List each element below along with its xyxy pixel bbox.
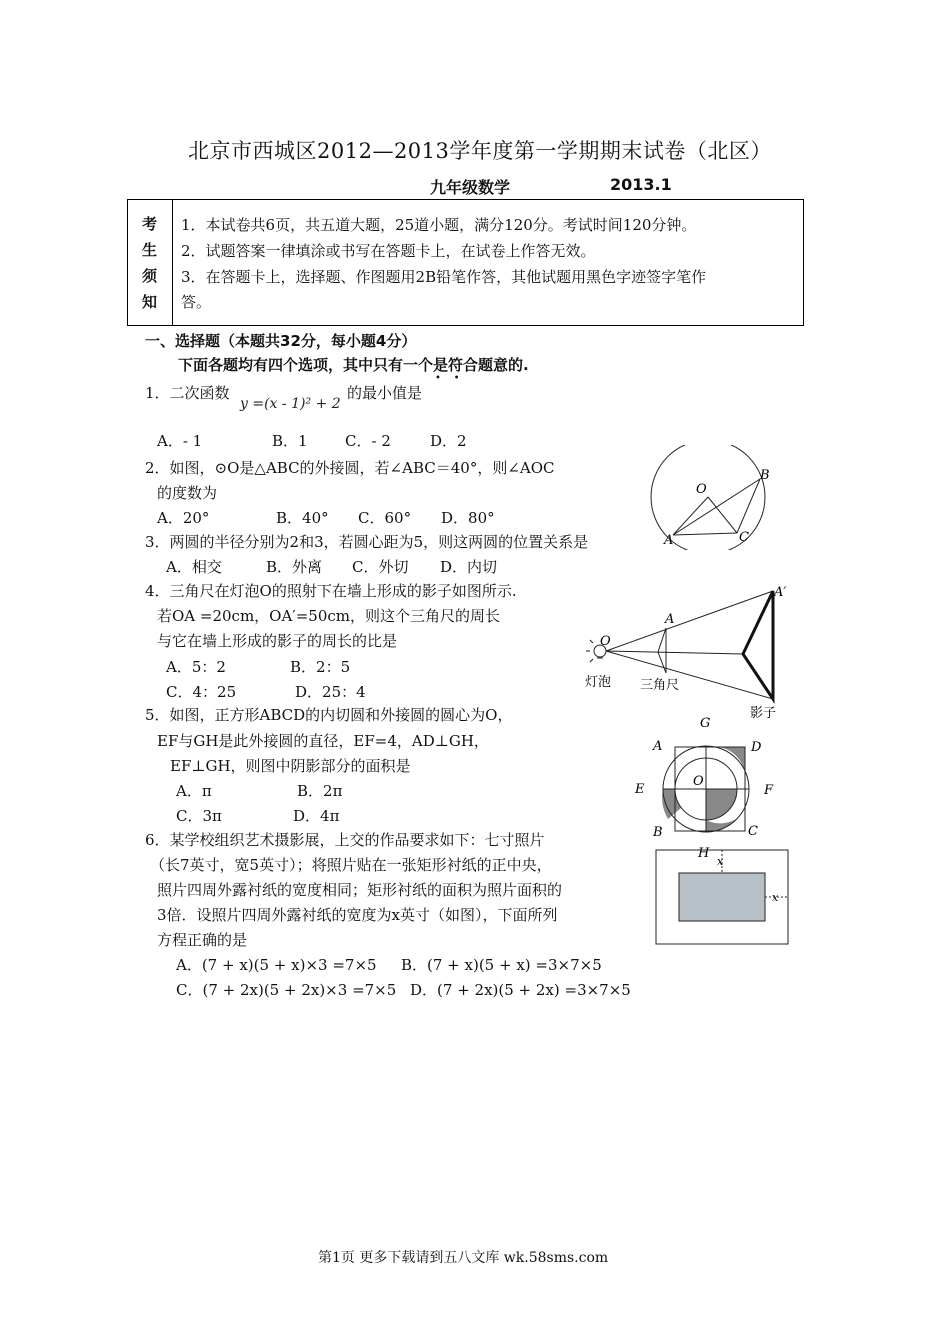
label-a: A <box>664 533 674 548</box>
notice-box <box>127 199 804 326</box>
q6-option-b: B．(7 + x)(5 + x) =3×7×5 <box>401 956 602 974</box>
label-c: C <box>739 530 749 545</box>
label-ruler: 三角尺 <box>640 678 680 693</box>
notice-label-column <box>128 200 173 325</box>
section-heading: 一、选择题（本题共32分，每小题4分） <box>145 332 417 350</box>
subject-label: 九年级数学 <box>430 178 511 197</box>
q2-option-b: B．40° <box>276 509 329 527</box>
q2-option-a: A．20° <box>157 509 210 527</box>
photo-rectangle <box>679 873 765 921</box>
q5-stem-line2: EF与GH是此外接圆的直径，EF=4，AD⊥GH， <box>157 732 489 750</box>
page-footer: 第1页 更多下载请到五八文库 wk.58sms.com <box>318 1250 609 1266</box>
figure-q2-circle <box>640 445 780 550</box>
notice-line: 2．试题答案一律填涂或书写在答题卡上，在试卷上作答无效。 <box>181 242 596 260</box>
q5-stem: 5．如图，正方形ABCD的内切圆和外接圆的圆心为O， <box>145 706 513 724</box>
q4-option-b: B．2：5 <box>290 658 351 676</box>
section-instruction: 下面各题均有四个选项，其中只有一个是符合题意的. <box>178 356 529 374</box>
notice-label-char: 考 <box>142 215 158 233</box>
label-a: A <box>653 739 663 754</box>
figure-q6-photo <box>652 848 792 946</box>
q3-option-c: C．外切 <box>352 558 409 576</box>
label-shadow: 影子 <box>750 706 777 721</box>
label-d: D <box>751 740 762 755</box>
label-o: O <box>600 634 611 649</box>
q4-stem-line2: 若OA =20cm，OA′=50cm，则这个三角尺的周长 <box>157 607 500 625</box>
q4-option-d: D．25：4 <box>295 683 366 701</box>
exam-title: 北京市西城区2012—2013学年度第一学期期末试卷（北区） <box>188 139 772 163</box>
emphasis-dots: • • <box>435 373 460 384</box>
q3-stem: 3．两圆的半径分别为2和3，若圆心距为5，则这两圆的位置关系是 <box>145 533 589 551</box>
notice-label-char: 须 <box>142 267 158 285</box>
q6-option-c: C．(7 + 2x)(5 + 2x)×3 =7×5 <box>176 981 397 999</box>
exam-date: 2013.1 <box>610 175 672 194</box>
q1-option-b: B．1 <box>272 432 308 450</box>
q2-option-d: D．80° <box>441 509 495 527</box>
label-h: H <box>698 846 710 861</box>
figure-q5-squares <box>632 712 782 862</box>
notice-line: 答。 <box>181 293 212 311</box>
label-c: C <box>748 824 758 839</box>
q4-stem: 4．三角尺在灯泡O的照射下在墙上形成的影子如图所示. <box>145 582 517 600</box>
notice-line: 3．在答题卡上，选择题、作图题用2B铅笔作答，其他试题用黑色字迹签字笔作 <box>181 268 707 286</box>
label-a-prime: A′ <box>774 585 787 600</box>
q4-stem-line3: 与它在墙上形成的影子的周长的比是 <box>157 632 398 650</box>
label-o: O <box>693 774 704 789</box>
q5-option-b: B．2π <box>297 782 343 800</box>
q1-stem: 1．二次函数 <box>145 384 230 402</box>
q6-option-d: D．(7 + 2x)(5 + 2x) =3×7×5 <box>410 981 631 999</box>
label-x-right: x <box>772 891 779 904</box>
shade-region <box>706 819 736 832</box>
q1-stem-tail: 的最小值是 <box>347 384 423 402</box>
q3-option-a: A．相交 <box>166 558 222 576</box>
label-lamp: 灯泡 <box>585 675 612 690</box>
q1-option-a: A．- 1 <box>157 432 203 450</box>
label-o: O <box>696 482 707 497</box>
q1-formula: y =(x - 1)² + 2 <box>240 396 341 412</box>
q5-option-a: A．π <box>176 782 212 800</box>
label-b: B <box>653 825 663 840</box>
label-e: E <box>635 782 645 797</box>
label-g: G <box>700 716 711 731</box>
q1-option-c: C．- 2 <box>345 432 391 450</box>
q6-stem: 6．某学校组织艺术摄影展，上交的作品要求如下：七寸照片 <box>145 831 545 849</box>
q1-option-d: D．2 <box>430 432 467 450</box>
label-f: F <box>764 783 774 798</box>
shadow-triangle <box>743 591 773 699</box>
notice-line: 1．本试卷共6页，共五道大题，25道小题，满分120分。考试时间120分钟。 <box>181 216 697 234</box>
q2-stem-line2: 的度数为 <box>157 484 218 502</box>
label-a: A <box>665 612 675 627</box>
figure-q4-shadow <box>580 580 800 722</box>
q6-stem-line4: 3倍．设照片四周外露衬纸的宽度为x英寸（如图），下面所列 <box>157 906 558 924</box>
q4-option-a: A．5：2 <box>166 658 226 676</box>
notice-label-char: 生 <box>142 241 158 259</box>
q3-option-b: B．外离 <box>266 558 323 576</box>
label-x-top: x <box>717 855 724 868</box>
label-b: B <box>760 468 770 483</box>
q3-option-d: D．内切 <box>440 558 498 576</box>
notice-label-char: 知 <box>142 293 158 311</box>
q5-option-d: D．4π <box>293 807 340 825</box>
q6-option-a: A．(7 + x)(5 + x)×3 =7×5 <box>176 956 377 974</box>
q2-option-c: C．60° <box>358 509 412 527</box>
q6-stem-line3: 照片四周外露衬纸的宽度相同；矩形衬纸的面积为照片面积的 <box>157 881 563 899</box>
q5-option-c: C．3π <box>176 807 222 825</box>
q2-stem: 2．如图，⊙O是△ABC的外接圆，若∠ABC＝40°，则∠AOC <box>145 459 555 477</box>
q5-stem-line3: EF⊥GH，则图中阴影部分的面积是 <box>170 757 411 775</box>
q6-stem-line2: （长7英寸，宽5英寸）；将照片贴在一张矩形衬纸的正中央， <box>150 856 552 874</box>
q6-stem-line5: 方程正确的是 <box>157 931 248 949</box>
q4-option-c: C．4：25 <box>166 683 237 701</box>
